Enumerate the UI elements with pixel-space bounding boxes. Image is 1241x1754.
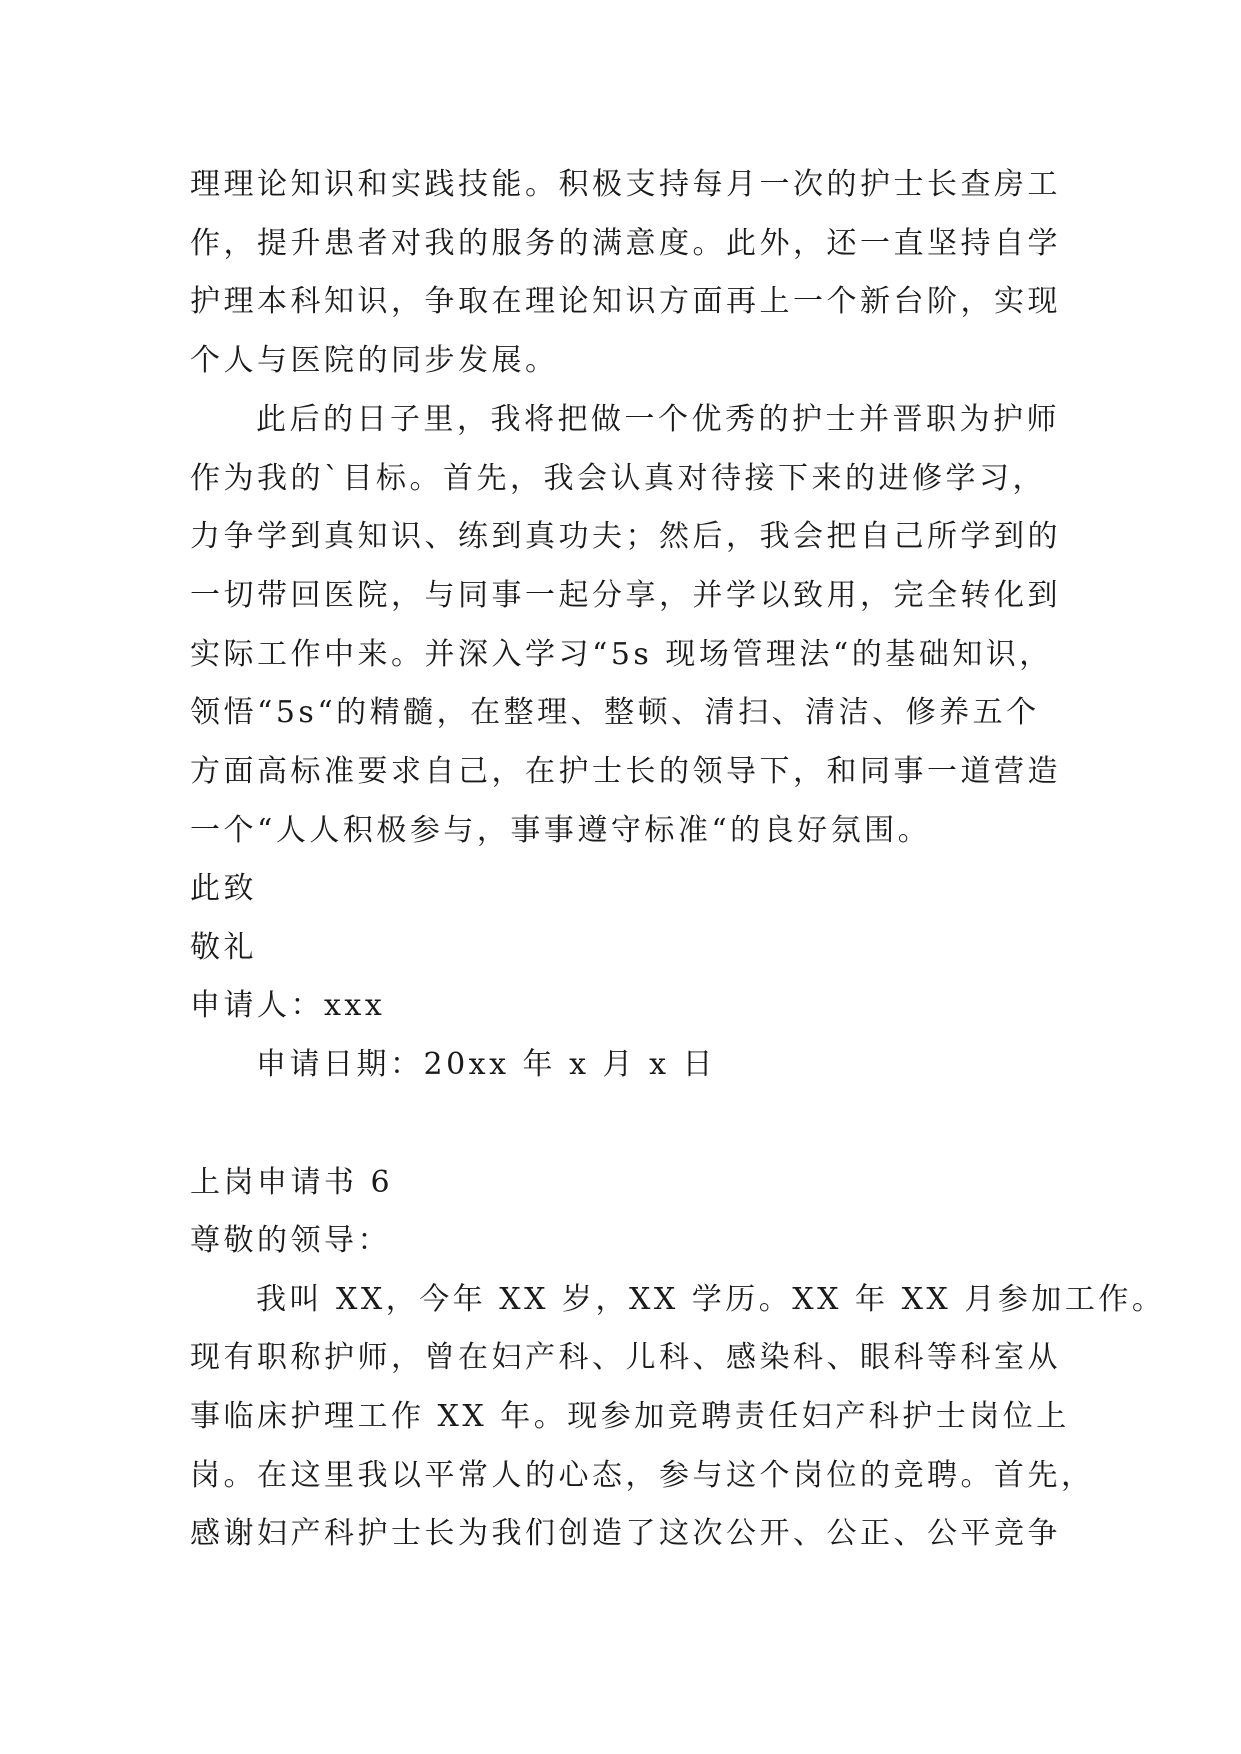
- body-line: 实际工作中来。并深入学习“5s 现场管理法“的基础知识，: [190, 637, 1053, 672]
- body-line: 感谢妇产科护士长为我们创造了这次公开、公正、公平竞争: [190, 1516, 1061, 1551]
- body-line: 岗。在这里我以平常人的心态，参与这个岗位的竞聘。首先，: [190, 1458, 1095, 1493]
- body-line: 一切带回医院，与同事一起分享，并学以致用，完全转化到: [190, 578, 1061, 613]
- closing-line: 敬礼: [190, 930, 257, 965]
- body-line: 个人与医院的同步发展。: [190, 343, 559, 378]
- section-title: 上岗申请书 6: [190, 1165, 394, 1200]
- body-line: 此后的日子里，我将把做一个优秀的护士并晋职为护师: [256, 402, 1060, 437]
- body-line: 力争学到真知识、练到真功夫；然后，我会把自己所学到的: [190, 519, 1061, 554]
- body-line: 作为我的`目标。首先，我会认真对待接下来的进修学习，: [190, 461, 1046, 496]
- body-line: 护理本科知识，争取在理论知识方面再上一个新台阶，实现: [190, 284, 1061, 319]
- applicant-line: 申请人：xxx: [190, 988, 386, 1023]
- body-line: 事临床护理工作 XX 年。现参加竞聘责任妇产科护士岗位上: [190, 1399, 1070, 1434]
- salutation: 尊敬的领导：: [190, 1223, 391, 1258]
- body-line: 理理论知识和实践技能。积极支持每月一次的护士长查房工: [190, 167, 1061, 202]
- body-line: 我叫 XX，今年 XX 岁，XX 学历。XX 年 XX 月参加工作。: [256, 1282, 1166, 1317]
- body-line: 现有职称护师，曾在妇产科、儿科、感染科、眼科等科室从: [190, 1340, 1061, 1375]
- body-line: 领悟“5s“的精髓，在整理、整顿、清扫、清洁、修养五个: [190, 695, 1040, 730]
- closing-line: 此致: [190, 871, 257, 906]
- body-line: 作，提升患者对我的服务的满意度。此外，还一直坚持自学: [190, 226, 1061, 261]
- body-line: 一个“人人积极参与，事事遵守标准“的良好氛围。: [190, 813, 932, 848]
- date-line: 申请日期：20xx 年 x 月 x 日: [256, 1047, 717, 1082]
- body-line: 方面高标准要求自己，在护士长的领导下，和同事一道营造: [190, 754, 1061, 789]
